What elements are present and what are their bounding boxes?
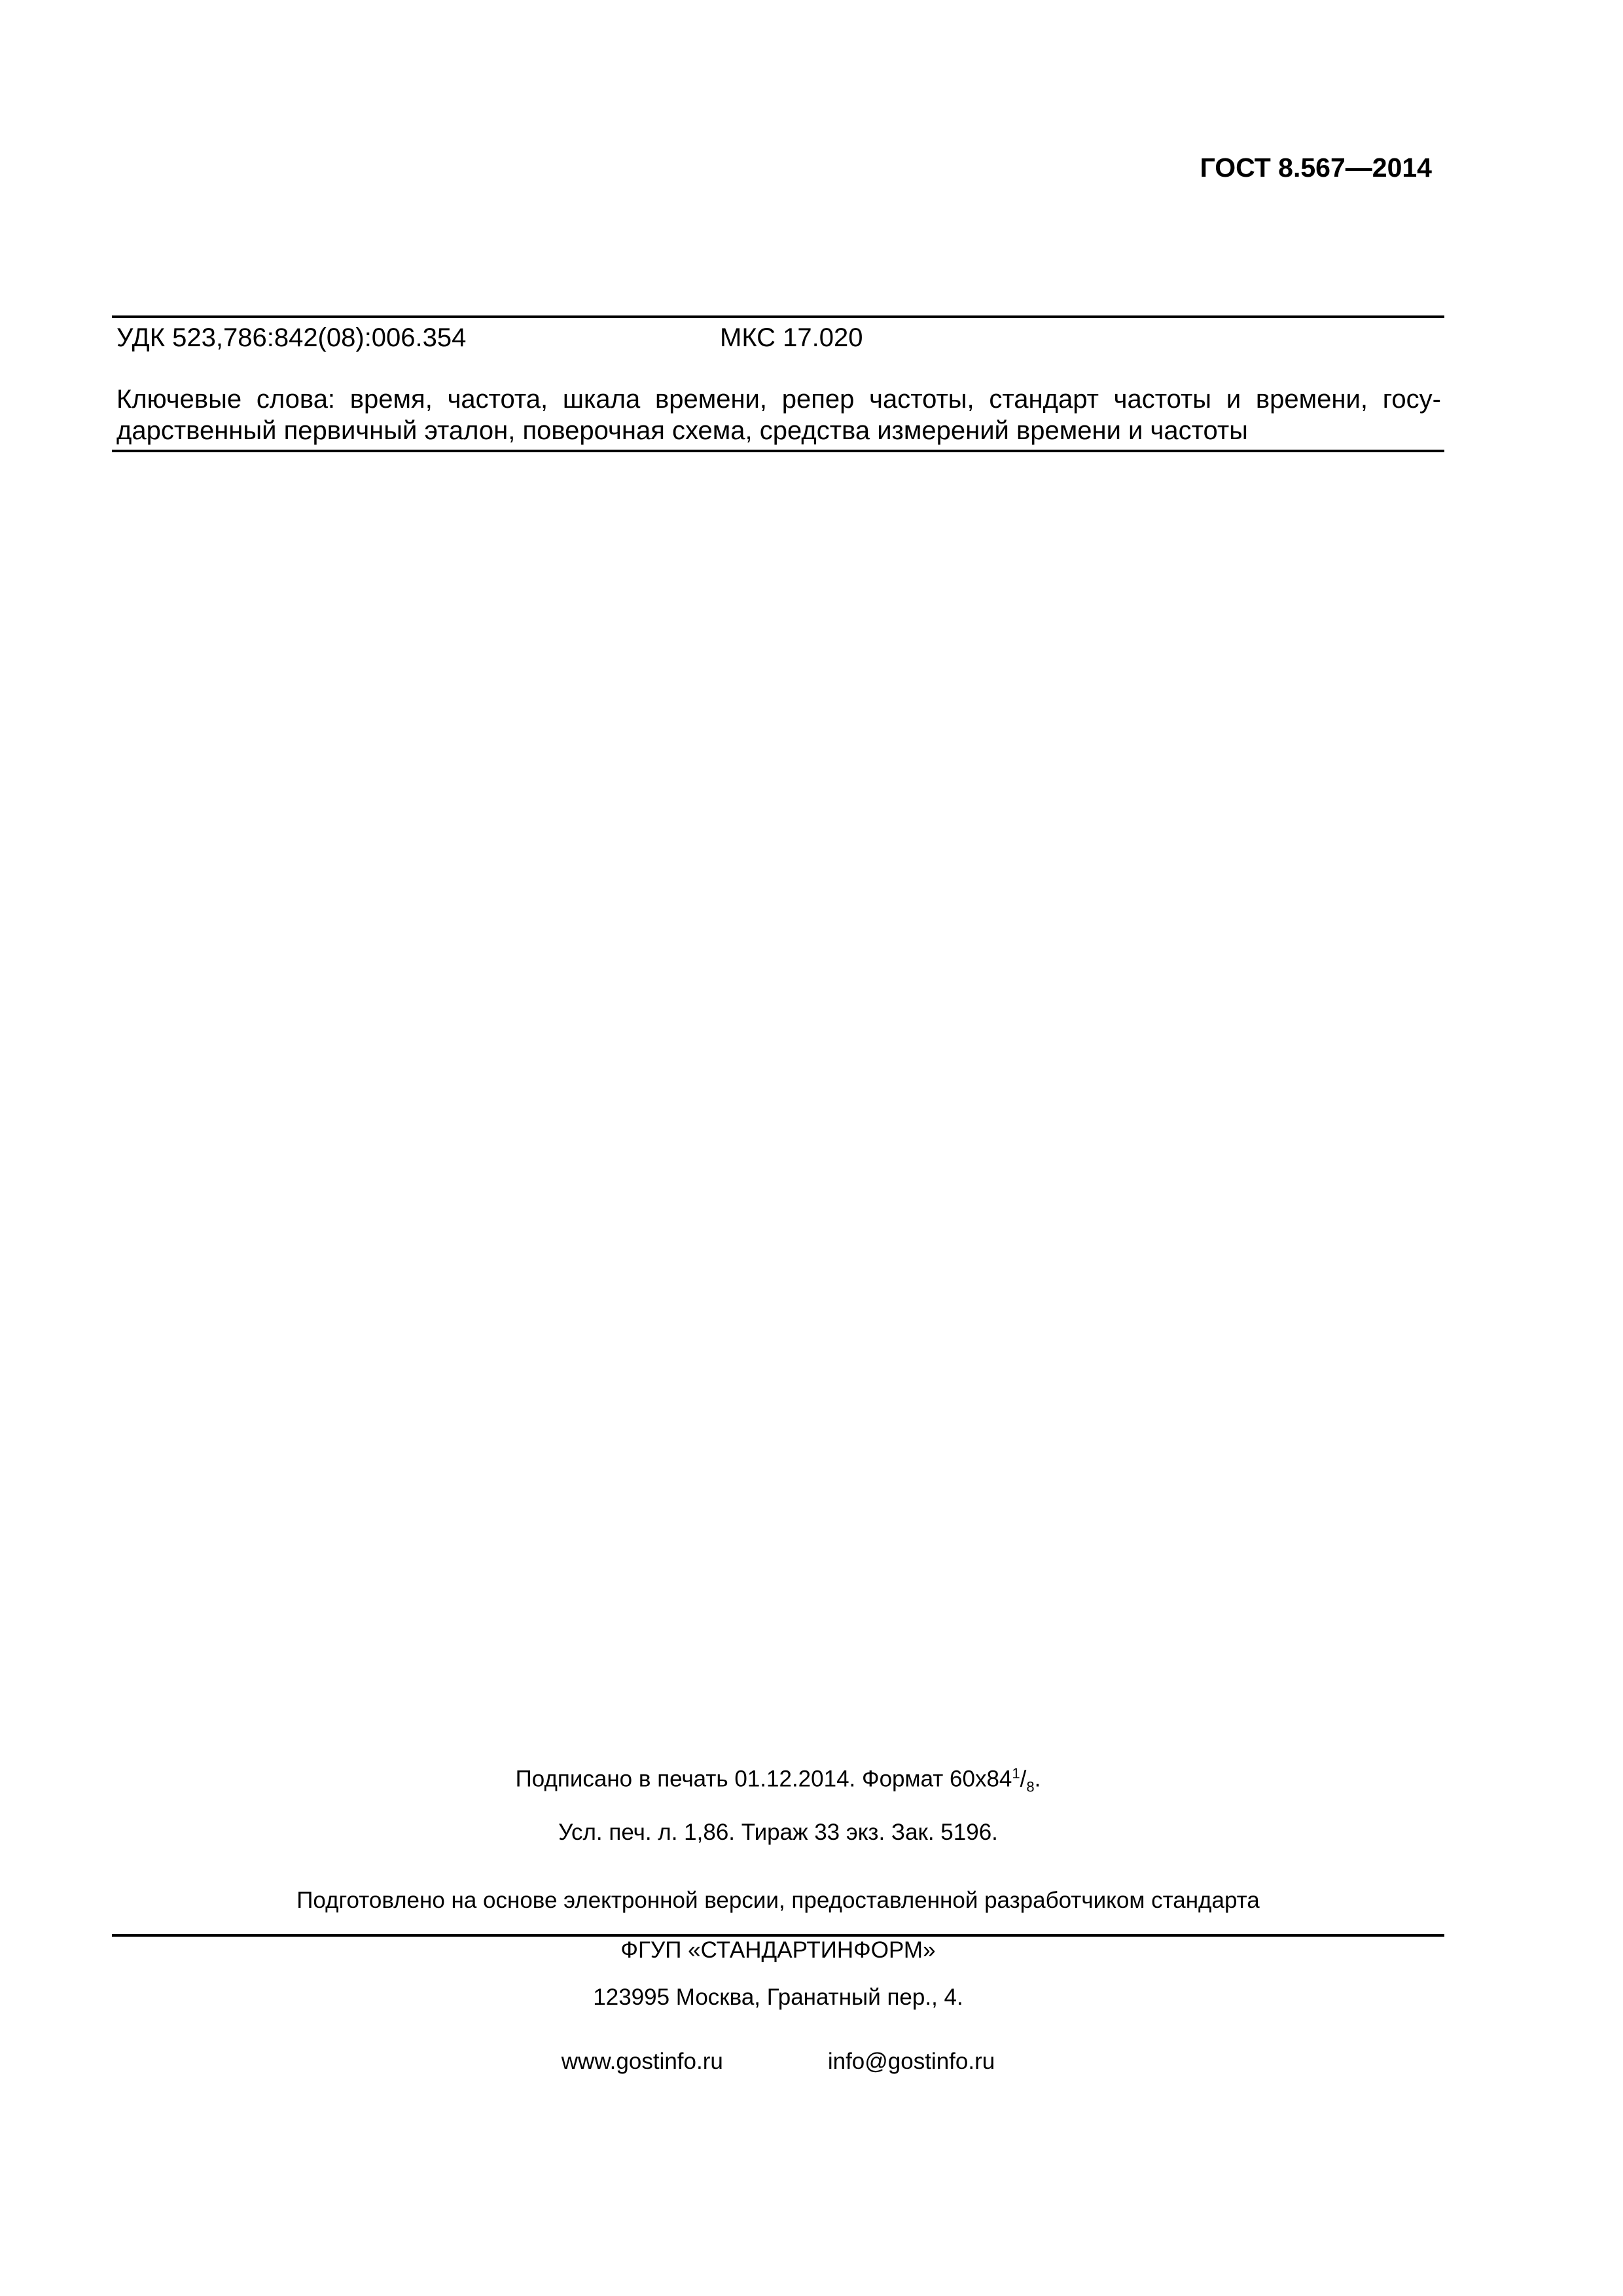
publisher-name: ФГУП «СТАНДАРТИНФОРМ» (620, 1937, 936, 1963)
signed-for-print (112, 1759, 1444, 1802)
website-link[interactable]: www.gostinfo.ru (561, 2049, 723, 2074)
signed-text: Подписано в печать 01.12.2014. Формат 60х84 (515, 1766, 1012, 1792)
prepared-note: Подготовлено на основе электронной версии, предоставленной разработчиком стандарта (296, 1888, 1260, 1913)
format-numerator: 1 (1012, 1765, 1020, 1782)
udk-code: УДК 523,786:842(08):006.354 (116, 323, 467, 352)
keywords-paragraph: Ключевые слова: время, частота, шкала времени, репер частоты, стандарт частоты и времени, госу-дарственный первичный эталон, поверочная схема, средства измерений времени и частоты (116, 385, 1441, 445)
publisher-address: 123995 Москва, Гранатный пер., 4. (593, 1984, 963, 2010)
format-denominator: 8 (1026, 1778, 1035, 1795)
keywords-divider (112, 450, 1444, 452)
format-slash: / (1020, 1766, 1027, 1792)
top-divider (112, 315, 1444, 318)
format-end: . (1034, 1766, 1041, 1792)
document-number: ГОСТ 8.567—2014 (1200, 152, 1432, 183)
publisher-contacts (112, 2047, 1444, 2076)
print-info: Усл. печ. л. 1,86. Тираж 33 экз. Зак. 5196. (558, 1820, 998, 1845)
mks-code: МКС 17.020 (720, 323, 863, 352)
email-link[interactable]: info@gostinfo.ru (827, 2049, 995, 2074)
